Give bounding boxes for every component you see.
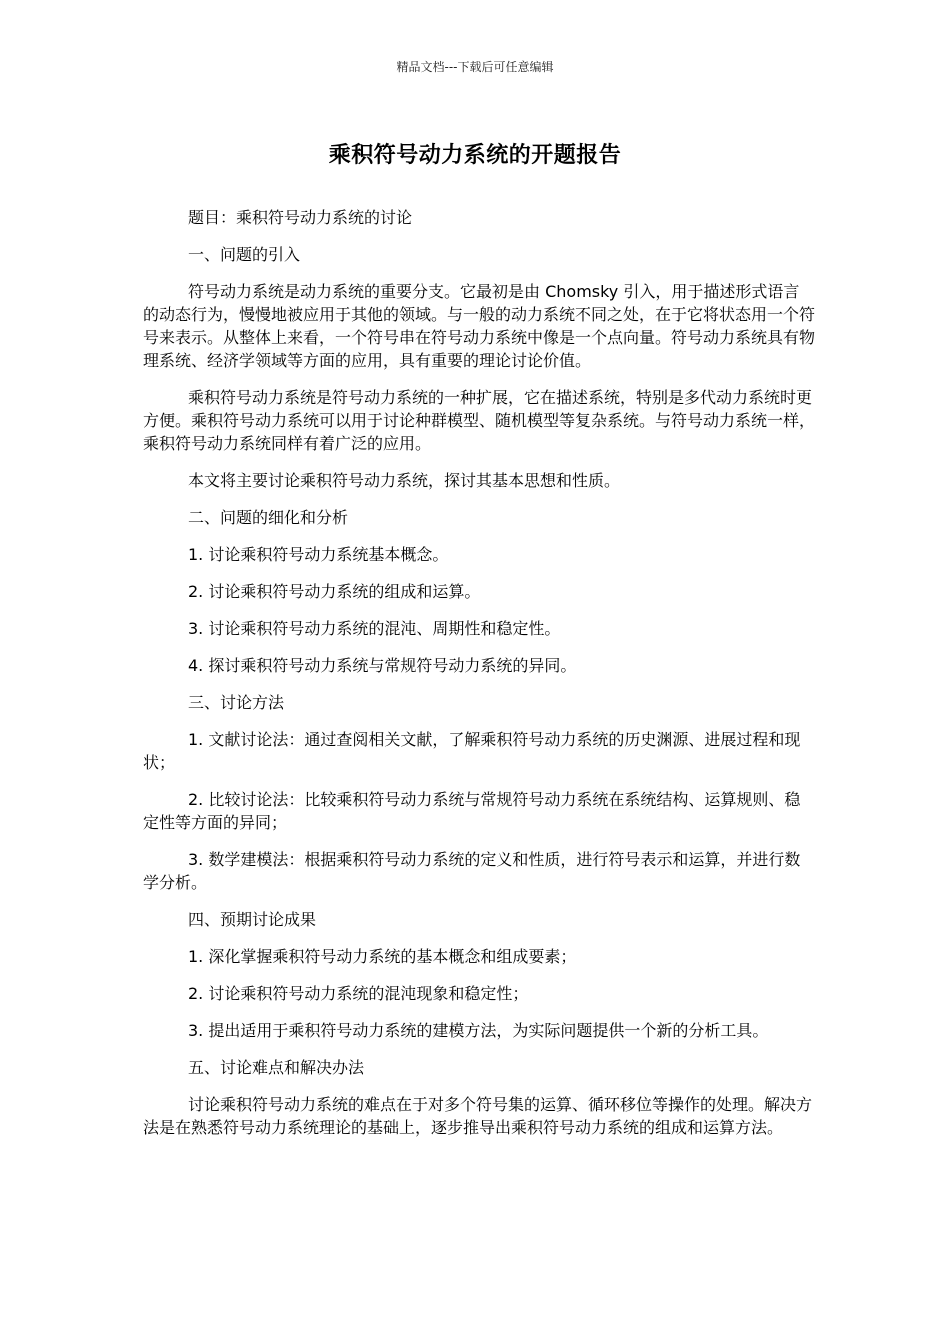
list-item: 3. 数学建模法：根据乘积符号动力系统的定义和性质，进行符号表示和运算，并进行数学分析。 <box>143 850 801 892</box>
section-heading-1: 一、问题的引入 <box>188 245 301 264</box>
section-heading-5: 五、讨论难点和解决办法 <box>188 1058 365 1077</box>
section-heading-2: 二、问题的细化和分析 <box>188 508 349 527</box>
list-item: 3. 讨论乘积符号动力系统的混沌、周期性和稳定性。 <box>188 619 561 638</box>
section-heading-3: 三、讨论方法 <box>188 693 285 712</box>
list-item: 2. 讨论乘积符号动力系统的组成和运算。 <box>188 582 481 601</box>
body-paragraph: 讨论乘积符号动力系统的难点在于对多个符号集的运算、循环移位等操作的处理。解决方法是在熟悉符号动力系统理论的基础上，逐步推导出乘积符号动力系统的组成和运算方法。 <box>143 1095 813 1137</box>
document-title: 乘积符号动力系统的开题报告 <box>328 143 622 168</box>
list-item: 1. 文献讨论法：通过查阅相关文献，了解乘积符号动力系统的历史渊源、进展过程和现状； <box>143 730 801 772</box>
topic-line: 题目：乘积符号动力系统的讨论 <box>188 208 413 227</box>
list-item: 2. 讨论乘积符号动力系统的混沌现象和稳定性； <box>188 984 529 1003</box>
body-paragraph: 本文将主要讨论乘积符号动力系统，探讨其基本思想和性质。 <box>188 471 621 490</box>
list-item: 4. 探讨乘积符号动力系统与常规符号动力系统的异同。 <box>188 656 577 675</box>
document-body <box>143 206 815 1153</box>
page-header-note: 精品文档---下载后可任意编辑 <box>396 60 554 74</box>
list-item: 2. 比较讨论法：比较乘积符号动力系统与常规符号动力系统在系统结构、运算规则、稳定性等方面的异同； <box>143 790 801 832</box>
list-item: 1. 深化掌握乘积符号动力系统的基本概念和组成要素； <box>188 947 577 966</box>
body-paragraph: 符号动力系统是动力系统的重要分支。它最初是由 Chomsky 引入，用于描述形式语言的动态行为，慢慢地被应用于其他的领域。与一般的动力系统不同之处，在于它将状态用一个符号来表示。从整体上来看，一个符号串在符号动力系统中像是一个点向量。符号动力系统具有物理系统、经济学领域等方面的应用，具有重要的理论讨论价值。 <box>143 282 816 370</box>
section-heading-4: 四、预期讨论成果 <box>188 910 317 929</box>
list-item: 1. 讨论乘积符号动力系统基本概念。 <box>188 545 449 564</box>
body-paragraph: 乘积符号动力系统是符号动力系统的一种扩展，它在描述系统，特别是多代动力系统时更方便。乘积符号动力系统可以用于讨论种群模型、随机模型等复杂系统。与符号动力系统一样，乘积符号动力系统同样有着广泛的应用。 <box>143 388 816 453</box>
list-item: 3. 提出适用于乘积符号动力系统的建模方法，为实际问题提供一个新的分析工具。 <box>188 1021 769 1040</box>
